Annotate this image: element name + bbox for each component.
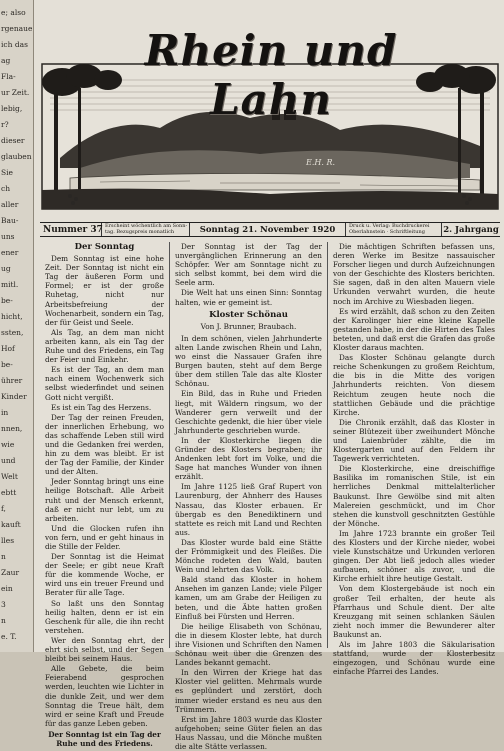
previous-page-edge: [0, 0, 34, 652]
previous-page-fragment: f,: [1, 504, 6, 513]
article-paragraph: Dem Sonntag ist eine hohe Zeit. Der Sonntag ist nicht ein Tag der äußeren Form und Formel; er ist der große Ruhetag, nicht nur Arbeitsbefreiung der Wochenarbeit, sondern ein Tag, der für Geist und Seele.: [45, 254, 164, 327]
previous-page-fragment: hicht,: [1, 312, 23, 321]
article-heading: Kloster Schönau: [209, 309, 288, 320]
previous-page-fragment: ührer: [1, 376, 23, 385]
previous-page-fragment: ein: [1, 584, 13, 593]
previous-page-fragment: dieser: [1, 136, 25, 145]
article-paragraph: In dem schönen, vielen Jahrhunderte alten Lande zwischen Rhein und Lahn, wo einst die Nassauer Grafen ihre Burgen bauten, steht auf dem Berge über dem stillen Tale das alte Kloster Schönau.: [175, 333, 322, 389]
article-body: [333, 242, 495, 676]
previous-page-fragment: wie: [1, 440, 15, 449]
previous-page-fragment: e. T.: [1, 632, 17, 641]
article-paragraph: Die mächtigen Schriften befassen uns, deren Werke im Besitze nassauischer Forscher liegen und durch Aufzeichnungen von der Geschichte des Klosters berichten. Sie sagen, daß in den alten Mauern viele Urkunden verwahrt wurden, die heute noch im Archive zu Wiesbaden liegen.: [333, 242, 495, 306]
article-paragraph: Jeder Sonntag bringt uns eine heilige Botschaft. Alle Arbeit ruht und der Mensch erkennt, daß er nicht nur lebt, um zu arbeiten.: [45, 477, 164, 523]
previous-page-fragment: in: [1, 408, 9, 417]
issue-date: Sonntag 21. November 1920: [190, 223, 346, 236]
previous-page-fragment: glauben: [1, 152, 32, 161]
column-schoenau: [170, 242, 328, 751]
article-paragraph: Die Klosterkirche, eine dreischiffige Basilika im romanischen Stile, ist ein herrliches Denkmal mittelalterlicher Baukunst. Ihre Gewölbe sind mit alten Malereien geschmückt, und im Chor stehen die kunstvoll geschnitzten Gestühle der Mönche.: [333, 464, 495, 528]
article-paragraph: Alle Gebete, die beim Feierabend gesprochen werden, leuchten wie Lichter in die dunkle Zeit, und wer dem Sonntag die Treue hält, dem wird er seine Kraft und Freude für das ganze Leben geben.: [45, 664, 164, 728]
previous-page-fragment: 3: [1, 600, 6, 609]
subscription-info: [102, 223, 190, 236]
column-sonntag: [40, 242, 170, 748]
article-paragraph: In der Klosterkirche liegen die Gründer des Klosters begraben; ihr Andenken lebt fort im Volke, und die Sage hat manches Wunder von ihnen erzählt.: [175, 435, 322, 482]
previous-page-fragment: r?: [1, 120, 9, 129]
subscription-info-line: tag. Bezugspreis monatlich: [105, 228, 175, 235]
issue-number: Nummer 37: [40, 223, 102, 236]
dateline: [40, 222, 500, 237]
previous-page-fragment: ebtt: [1, 488, 17, 497]
article-paragraph: Es wird erzählt, daß schon zu den Zeiten der Karolinger hier eine kleine Kapelle gestanden habe, in der die Hirten des Tales beteten, und daß erst die Grafen das große Kloster daraus machten.: [333, 306, 495, 353]
masthead: [40, 18, 500, 212]
article-paragraph: Der Tag der reinen Freuden, der innerlichen Erhebung, wo das schaffende Leben still wird und die Gedanken frei werden, hin zu dem was bleibt. Er ist der Tag der Familie, der Kinder und der Alten.: [45, 412, 164, 477]
previous-page-fragment: ug: [1, 264, 11, 273]
column-continuation: [328, 242, 500, 677]
article-paragraph: Es ist ein Tag des Herzens.: [51, 402, 152, 412]
article-body: [175, 334, 322, 751]
previous-page-fragment: ag: [1, 56, 11, 65]
previous-page-fragment: mitl.: [1, 280, 19, 289]
article-paragraph: Die Welt hat uns einen Sinn: Sonntag halten, wie er gemeint ist.: [175, 288, 322, 307]
article-heading: Der Sonntag: [74, 242, 135, 252]
publisher-info-line: Druck u. Verlag: Buchdruckerei: [349, 223, 430, 229]
artist-signature: E.H. R.: [306, 158, 336, 167]
newspaper-title: Rhein und Lahn: [144, 26, 398, 124]
previous-page-fragment: n: [1, 616, 6, 625]
previous-page-fragment: Hof: [1, 344, 15, 353]
previous-page-fragment: rgenaue: [1, 24, 33, 33]
article-paragraph: In den Wirren der Kriege hat das Kloster viel gelitten. Mehrmals wurde es geplündert und zerstört, doch immer wieder erstand es neu aus den Trümmern.: [175, 668, 322, 714]
previous-page-fragment: Kinder: [1, 392, 27, 401]
previous-page-fragment: Zaur: [1, 568, 20, 577]
article-paragraph: Im Jahre 1723 brannte ein großer Teil des Klosters und der Kirche nieder, wobei viele Kunstschätze und Urkunden verloren gingen. Der Abt ließ jedoch alles wieder aufbauen, schöner als zuvor, und die Kirche erhielt ihre heutige Gestalt.: [333, 528, 495, 584]
article-paragraph: Das Kloster wurde bald eine Stätte der Frömmigkeit und des Fleißes. Die Mönche rodeten den Wald, bauten Wein und lehrten das Volk.: [175, 537, 322, 575]
previous-page-fragment: ch: [1, 184, 11, 193]
article-paragraph: Die Chronik erzählt, daß das Kloster in seiner Blütezeit über zweihundert Mönche und Laienbrüder zählte, die im Klostergarten und auf den Feldern ihr Tagewerk verrichteten.: [333, 417, 495, 464]
article-paragraph: Die heilige Elisabeth von Schönau, die in diesem Kloster lebte, hat durch ihre Visionen und Schriften den Namen Schönau weit über die Grenzen des Landes bekannt gemacht.: [175, 621, 322, 668]
previous-page-fragment: be-: [1, 296, 13, 305]
previous-page-fragment: ich das: [1, 40, 28, 49]
article-paragraph: Als Tag, an dem man nicht arbeiten kann, als ein Tag der Ruhe und des Friedens, ein Tag der Feier und Einkehr.: [45, 327, 164, 365]
previous-page-fragment: ur Zeit.: [1, 88, 30, 97]
article-paragraph: Der Sonntag ist die Heimat der Seele; er gibt neue Kraft für die kommende Woche, er wird uns ein treuer Freund und Berater für alle Tage.: [45, 552, 164, 598]
article-paragraph: Im Jahre 1125 ließ Graf Rupert von Laurenburg, der Ahnherr des Hauses Nassau, das Kloster erbauen. Er übergab es den Benediktinern und stattete es reich mit Land und Rechten aus.: [175, 482, 322, 537]
article-paragraph: Bald stand das Kloster in hohem Ansehen im ganzen Lande; viele Pilger kamen, um am Grabe der Heiligen zu beten, und die Äbte hatten großen Einfluß bei Fürsten und Herren.: [175, 575, 322, 621]
previous-page-fragment: ssten,: [1, 328, 24, 337]
article-paragraph: Erst im Jahre 1803 wurde das Kloster aufgehoben; seine Güter fielen an das Haus Nassau, und die Mönche mußten die alte Stätte verlassen.: [175, 714, 322, 751]
previous-page-fragment: lles: [1, 536, 15, 545]
previous-page-fragment: Welt: [1, 472, 18, 481]
article-byline: Von J. Brunner, Braubach.: [200, 321, 297, 331]
article-paragraph: Als im Jahre 1803 die Säkularisation stattfand, wurde der Klosterbesitz eingezogen, und Schönau wurde eine einfache Pfarrei des Landes.: [333, 640, 495, 677]
article-paragraph: Und die Glocken rufen ihn von fern, und er geht hinaus in die Stille der Felder.: [45, 523, 164, 551]
previous-page-fragment: ener: [1, 248, 19, 257]
previous-page-fragment: Bau-: [1, 216, 19, 225]
subscription-info-line: Erscheint wöchentlich am Sonn-: [105, 223, 188, 229]
previous-page-fragment: nnen,: [1, 424, 23, 433]
previous-page-fragment: Sie: [1, 168, 13, 177]
volume: 2. Jahrgang: [443, 224, 499, 235]
publisher-info-line: Oberlahnstein · Schriftleitung: [349, 228, 425, 235]
previous-page-fragment: aller: [1, 200, 19, 209]
publisher-info: [346, 223, 442, 236]
previous-page-fragment: lebig,: [1, 104, 23, 113]
previous-page-fragment: Fla-: [1, 72, 16, 81]
article-paragraph: So laßt uns den Sonntag heilig halten, denn er ist ein Geschenk für alle, die ihn recht verstehen.: [45, 598, 164, 635]
previous-page-fragment: uns: [1, 232, 15, 241]
previous-page-fragment: kauft: [1, 520, 21, 529]
previous-page-fragment: e; also: [1, 8, 26, 17]
article-closing: Der Sonntag ist ein Tag der Ruhe und des Friedens.: [48, 729, 161, 748]
article-body: [45, 254, 164, 728]
article-columns: [40, 242, 500, 751]
article-paragraph: Wer den Sonntag ehrt, der ehrt sich selbst, und der Segen bleibt bei seinem Haus.: [45, 635, 164, 664]
article-paragraph: Von dem Klostergebäude ist noch ein großer Teil erhalten, der heute als Pfarrhaus und Schule dient. Der alte Kreuzgang mit seinen schlanken Säulen zieht noch immer die Bewunderer alter Baukunst an.: [333, 584, 495, 639]
previous-page-fragment: und: [1, 456, 16, 465]
article-paragraph: Es ist der Tag, an dem man nach einem Wochenwerk sich selbst wiederfindet und seinen Gott nicht vergißt.: [45, 365, 164, 402]
previous-page-fragment: n: [1, 552, 6, 561]
article-paragraph: Ein Bild, das in Ruhe und Frieden liegt, mit Wäldern ringsum, wo der Wanderer gern verweilt und der Geschichte gedenkt, die hier über viele Jahrhunderte geschrieben wurde.: [175, 389, 322, 435]
article-paragraph: Das Kloster Schönau gelangte durch reiche Schenkungen zu großem Reichtum, die bis in die Mitte des vorigen Jahrhunderts reichten. Von diesem Reichtum zeugen heute noch die stattlichen Gebäude und die prächtige Kirche.: [333, 353, 495, 417]
article-paragraph: Der Sonntag ist der Tag der unvergänglichen Erinnerung an den Schöpfer. Wer am Sonntage nicht zu sich selbst kommt, bei dem wird die Seele arm.: [175, 242, 322, 288]
previous-page-fragment: be-: [1, 360, 13, 369]
